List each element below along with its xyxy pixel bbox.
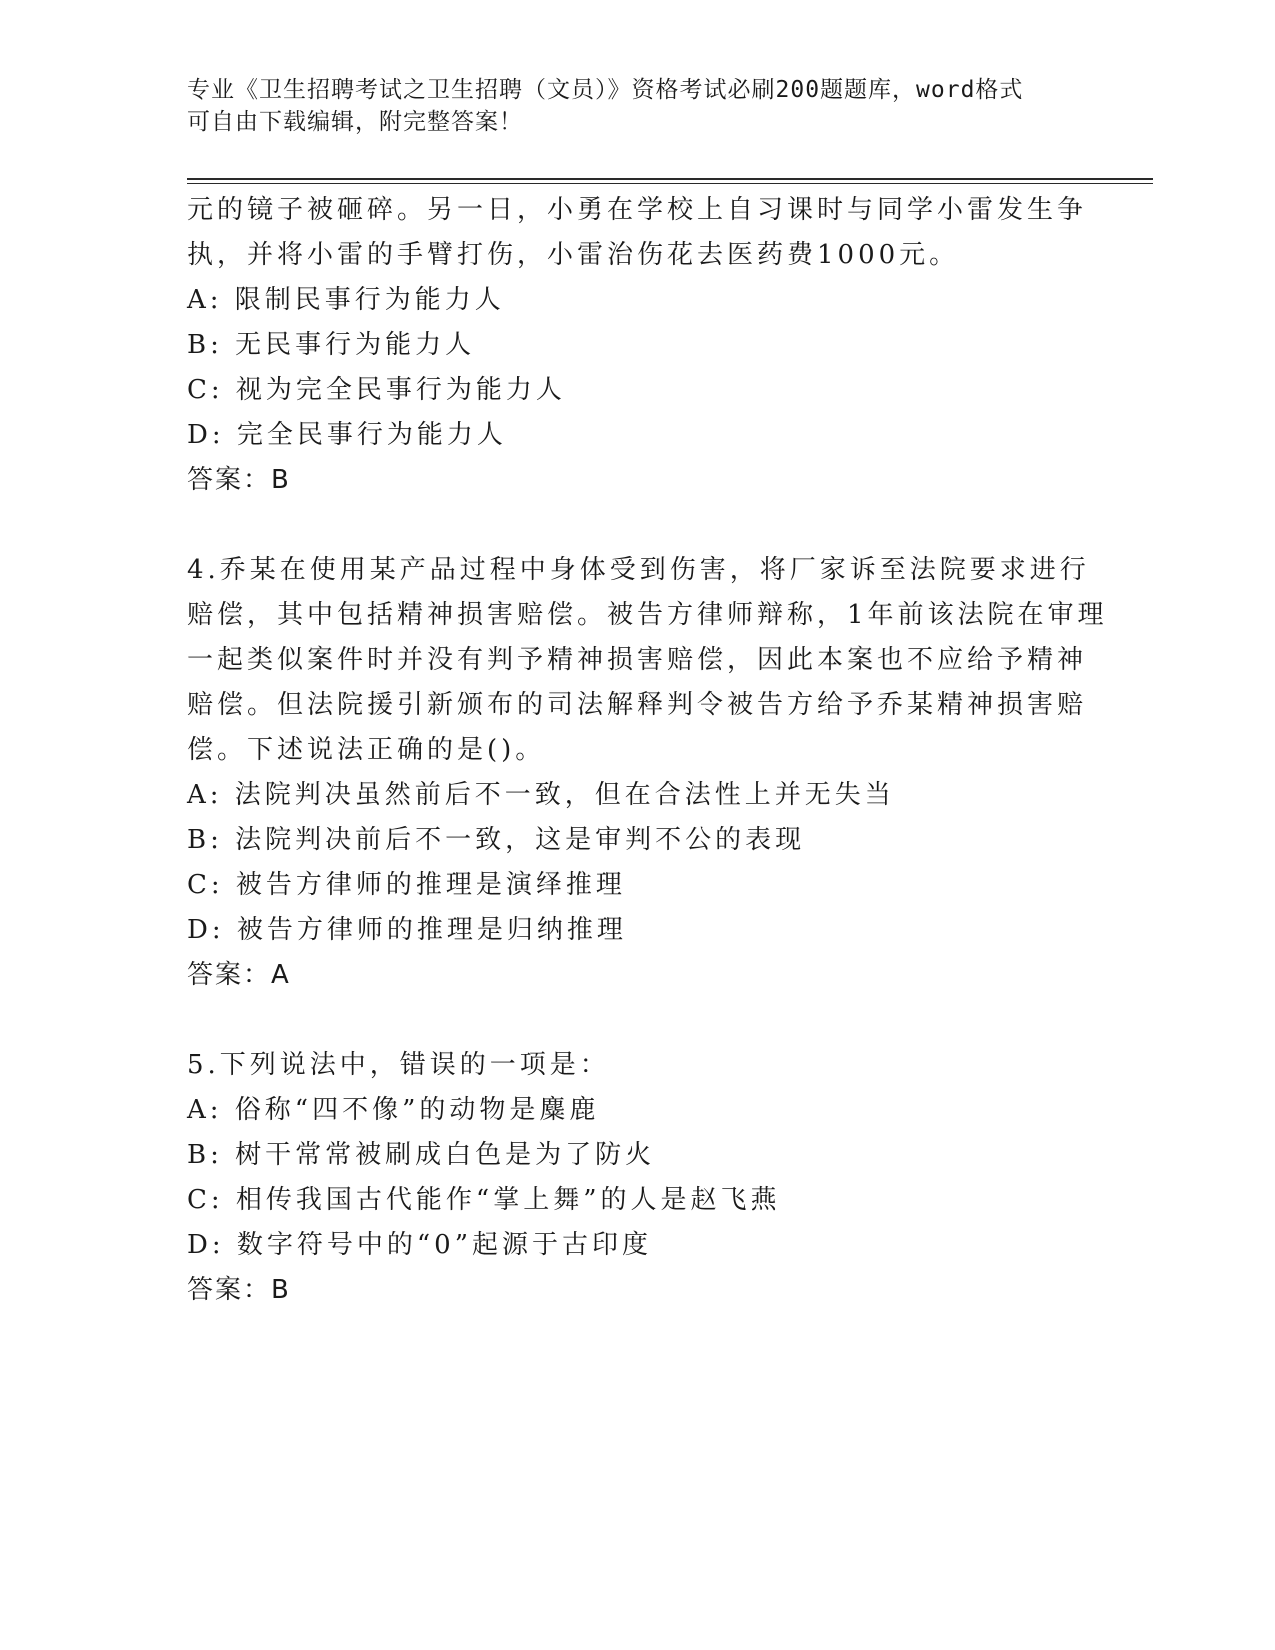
question-text-line: 赔偿，其中包括精神损害赔偿。被告方律师辩称，1年前该法院在审理 [187, 600, 1108, 630]
divider-rule-thin [187, 183, 1153, 184]
question-4 [187, 548, 1108, 998]
header-divider [187, 178, 1153, 184]
question-text-line: 5.下列说法中，错误的一项是： [187, 1050, 610, 1080]
page-header [187, 74, 1067, 138]
option-b: B: 法院判决前后不一致，这是审判不公的表现 [187, 825, 806, 855]
question-3 [187, 188, 1087, 503]
question-text-line: 4.乔某在使用某产品过程中身体受到伤害，将厂家诉至法院要求进行 [187, 555, 1090, 585]
option-d: D: 被告方律师的推理是归纳推理 [187, 915, 627, 945]
option-a: A: 俗称“四不像”的动物是麋鹿 [187, 1095, 600, 1125]
question-text-line: 赔偿。但法院援引新颁布的司法解释判令被告方给予乔某精神损害赔 [187, 690, 1088, 720]
answer-label: 答案：B [187, 1275, 291, 1305]
question-content [187, 188, 1108, 1313]
question-text-line: 一起类似案件时并没有判予精神损害赔偿，因此本案也不应给予精神 [187, 645, 1088, 675]
option-c: C: 被告方律师的推理是演绎推理 [187, 870, 626, 900]
option-b: B: 无民事行为能力人 [187, 330, 476, 360]
option-a: A: 法院判决虽然前后不一致，但在合法性上并无失当 [187, 780, 895, 810]
answer-label: 答案：B [187, 465, 291, 495]
divider-rule-thick [187, 178, 1153, 180]
header-line-2: 可自由下载编辑，附完整答案！ [187, 109, 523, 135]
spacer [187, 998, 1087, 1043]
spacer [187, 503, 1087, 548]
option-c: C: 视为完全民事行为能力人 [187, 375, 566, 405]
question-5 [187, 1043, 1087, 1313]
option-b: B: 树干常常被刷成白色是为了防火 [187, 1140, 656, 1170]
answer-label: 答案：A [187, 960, 291, 990]
question-text-line: 执，并将小雷的手臂打伤，小雷治伤花去医药费1000元。 [187, 240, 960, 270]
header-line-1: 专业《卫生招聘考试之卫生招聘（文员）》资格考试必刷200题题库，word格式 [187, 77, 1024, 103]
question-text-line: 元的镜子被砸碎。另一日，小勇在学校上自习课时与同学小雷发生争 [187, 195, 1088, 225]
option-c: C: 相传我国古代能作“掌上舞”的人是赵飞燕 [187, 1185, 781, 1215]
option-a: A: 限制民事行为能力人 [187, 285, 505, 315]
question-text-line: 偿。下述说法正确的是()。 [187, 735, 546, 765]
option-d: D: 完全民事行为能力人 [187, 420, 507, 450]
option-d: D: 数字符号中的“0”起源于古印度 [187, 1230, 652, 1260]
